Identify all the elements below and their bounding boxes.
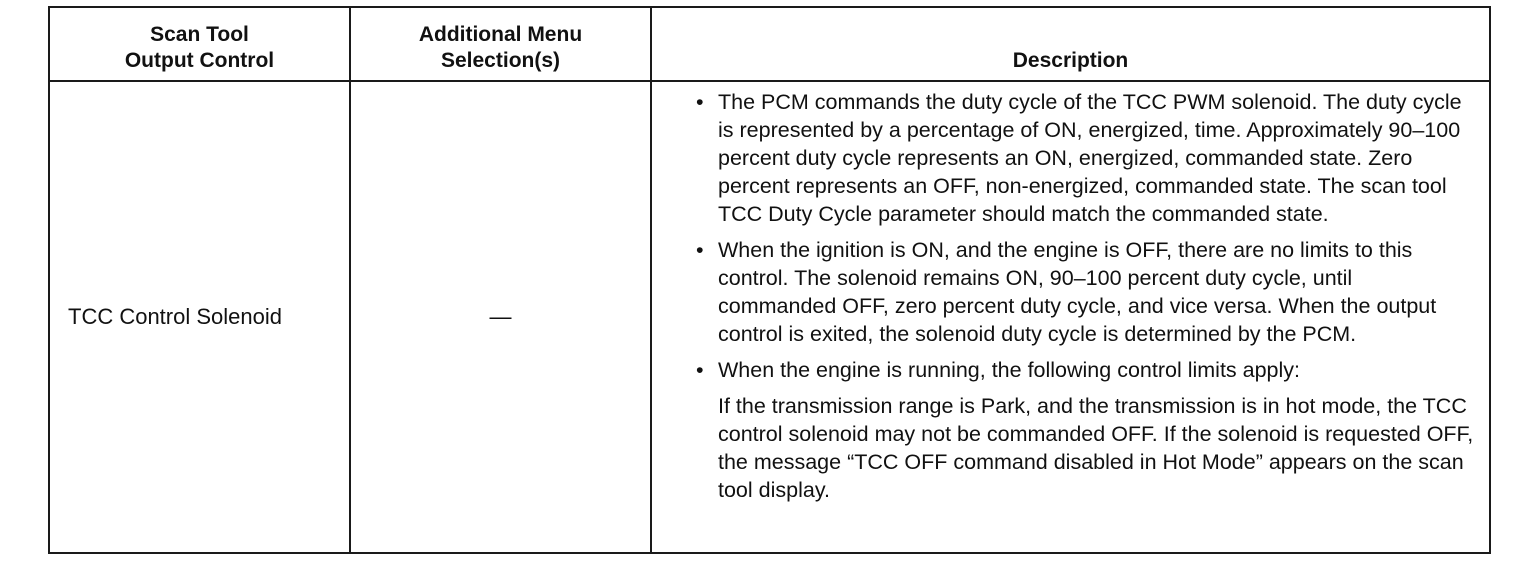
- description-bullet-1: [696, 88, 1475, 228]
- bullet-text-1: The PCM commands the duty cycle of the TCC PWM solenoid. The duty cycle is represented by a percentage of ON, energized, time. Approximately 90–100 percent duty cycle represents an ON, energized, commanded state. Zero percent represents an OFF, non-energized, commanded state. The scan tool TCC Duty Cycle parameter should match the commanded state.: [718, 90, 1462, 226]
- cell-menu-selection: —: [350, 81, 651, 553]
- cell-output-control: TCC Control Solenoid: [49, 81, 350, 553]
- header-row: [49, 7, 1490, 81]
- header-col3: Description: [1012, 49, 1129, 72]
- table-row: [49, 81, 1490, 553]
- header-col1-line2: Output Control: [124, 49, 275, 72]
- sub-paragraph: If the transmission range is Park, and the transmission is in hot mode, the TCC control solenoid may not be commanded OFF. If the solenoid is requested OFF, the message “TCC OFF command disabled in Hot Mode” appears on the scan tool display.: [718, 394, 1474, 502]
- description-bullet-3: [696, 356, 1475, 504]
- header-col2-line1: Additional Menu: [418, 23, 583, 46]
- header-additional-menu-selections: [350, 7, 651, 81]
- output-control-table: [48, 6, 1491, 554]
- description-bullet-2: [696, 236, 1475, 348]
- header-scan-tool-output-control: [49, 7, 350, 81]
- bullet-text-3: When the engine is running, the following control limits apply:: [718, 358, 1301, 382]
- bullet-icon: •: [696, 238, 704, 262]
- header-description: [651, 7, 1490, 81]
- bullet-icon: •: [696, 358, 704, 382]
- description-list: [696, 88, 1475, 504]
- cell-description: [651, 81, 1490, 553]
- bullet-text-2: When the ignition is ON, and the engine is OFF, there are no limits to this control. The solenoid remains ON, 90–100 percent duty cycle, until commanded OFF, zero percent duty cycle, and vice versa. When the output control is exited, the solenoid duty cycle is determined by the PCM.: [718, 238, 1437, 346]
- bullet-icon: •: [696, 90, 704, 114]
- header-col2-line2: Selection(s): [440, 49, 561, 72]
- header-col1-line1: Scan Tool: [150, 23, 249, 46]
